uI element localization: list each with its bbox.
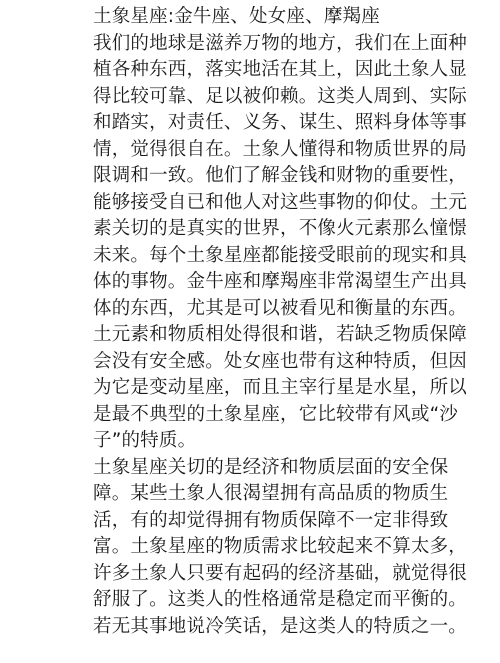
paragraph-earth-security xyxy=(93,455,468,641)
text-line: 会没有安全感。处女座也带有这种特质，但因 xyxy=(93,350,468,372)
text-line: 能够接受自已和他人对这些事物的仰仗。土元 xyxy=(93,191,468,213)
text-line: 活，有的却觉得拥有物质保障不一定非得致 xyxy=(93,509,449,531)
text-line: 我们的地球是滋养万物的地方，我们在上面种 xyxy=(93,32,468,54)
text-line: 体的东西，尤其是可以被看见和衡量的东西。 xyxy=(93,297,468,319)
document-title: 土象星座:金牛座、处女座、摩羯座 xyxy=(93,6,380,27)
paragraph-earth-material xyxy=(93,322,468,455)
text-line: 子”的特质。 xyxy=(93,430,197,451)
text-line: 若无其事地说冷笑话，是这类人的特质之一。 xyxy=(93,615,468,637)
text-line: 障。某些土象人很渴望拥有高品质的物质生 xyxy=(93,483,449,504)
text-line: 植各种东西，落实地活在其上，因此土象人显 xyxy=(93,59,468,80)
text-line: 土象星座关切的是经济和物质层面的安全保 xyxy=(93,456,449,478)
text-line: 素关切的是真实的世界，不像火元素那么憧憬 xyxy=(93,218,468,239)
text-line: 富。土象星座的物质需求比较起来不算太多， xyxy=(93,536,468,557)
paragraph-earth-nature xyxy=(93,31,468,323)
text-line: 体的事物。金牛座和摩羯座非常渴望生产出具 xyxy=(93,271,468,292)
text-line: 为它是变动星座，而且主宰行星是水星，所以 xyxy=(93,377,468,398)
text-line: 土元素和物质相处得很和谐，若缺乏物质保障 xyxy=(93,324,468,345)
text-line: 是最不典型的土象星座，它比较带有风或“沙 xyxy=(93,403,459,425)
text-line: 舒服了。这类人的性格通常是稳定而平衡的。 xyxy=(93,589,468,610)
text-line: 情，觉得很自在。土象人懂得和物质世界的局 xyxy=(93,138,468,160)
text-line: 未来。每个土象星座都能接受眼前的现实和具 xyxy=(93,244,468,266)
text-line: 得比较可靠、足以被仰赖。这类人周到、实际 xyxy=(93,85,468,107)
text-line: 和踏实，对责任、义务、谋生、照料身体等事 xyxy=(93,112,468,133)
text-line: 许多土象人只要有起码的经济基础，就觉得很 xyxy=(93,562,468,584)
text-line: 限调和一致。他们了解金钱和财物的重要性， xyxy=(93,165,468,186)
